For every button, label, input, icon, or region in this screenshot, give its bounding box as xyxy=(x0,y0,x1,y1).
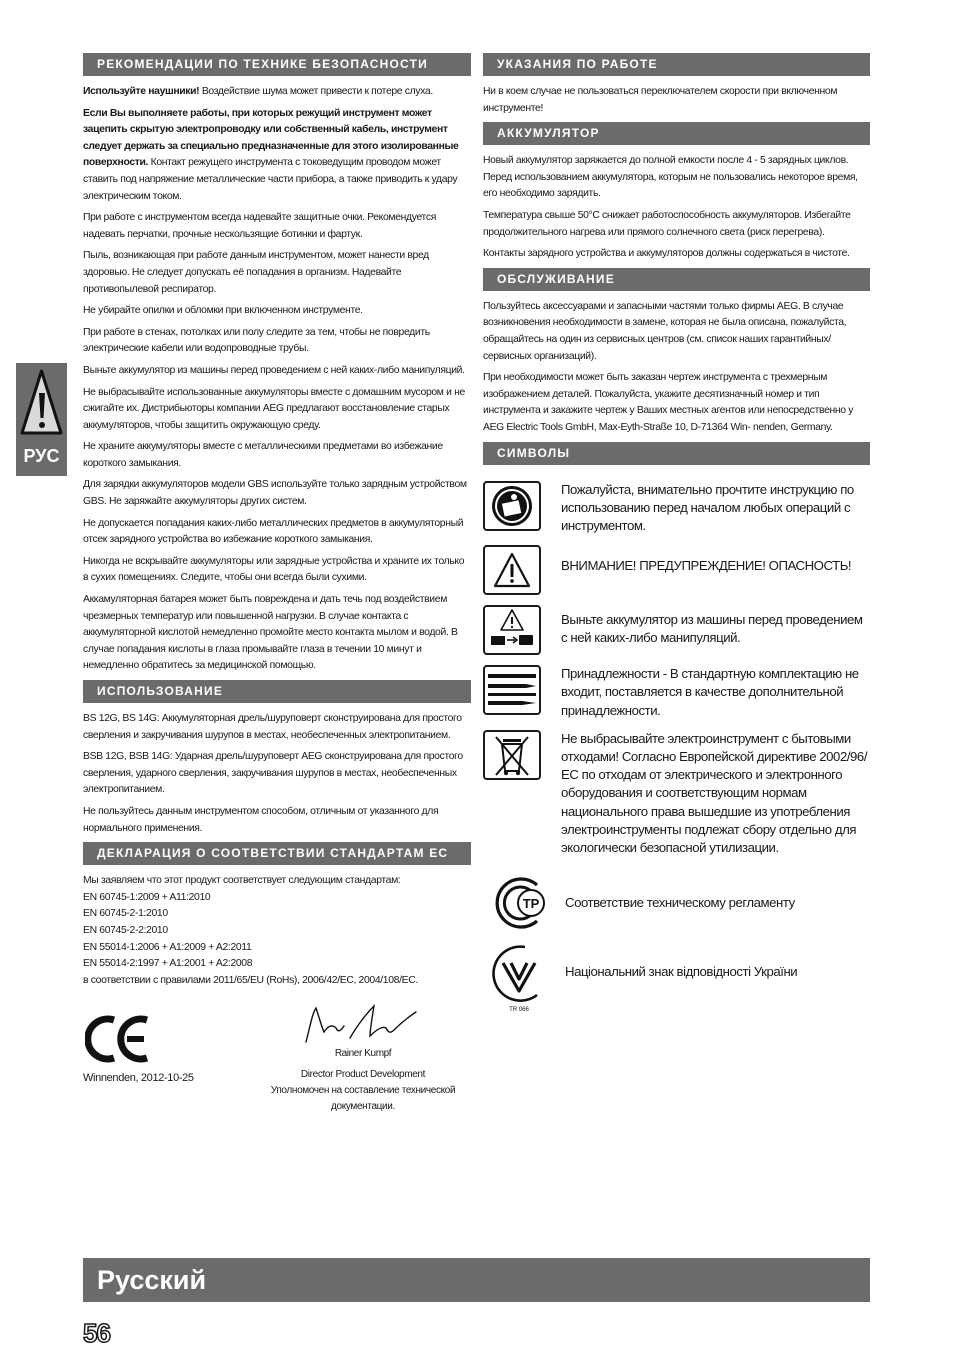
safety-paragraph: Не допускается попадания каких-либо металлических предметов в аккумуляторный отсек зарядного устройства во избежание короткого замыкания. xyxy=(83,517,464,546)
usage-section-header: ИСПОЛЬЗОВАНИЕ xyxy=(83,680,471,703)
symbol-remove-battery xyxy=(483,605,870,655)
safety-text: Воздействие шума может привести к потере слуха. xyxy=(199,86,433,97)
battery-paragraph: Контакты зарядного устройства и аккумуляторов должны содержаться в чистоте. xyxy=(483,248,850,260)
symbol-eac xyxy=(483,875,870,931)
right-column xyxy=(483,53,870,1013)
service-paragraph: Пользуйтесь аксессуарами и запасными частями только фирмы AEG. В случае возникновения необходимости в замене, которая не была описана, пожалуйста, обращайтесь на один из сервисных центров (см. список наших гарантийных/сервисных организаций). xyxy=(483,300,847,362)
safety-paragraph xyxy=(83,84,471,101)
place-date: Winnenden, 2012-10-25 xyxy=(83,1072,194,1085)
left-column xyxy=(83,53,471,1134)
standard-item: EN 60745-1:2009 + A11:2010 xyxy=(83,891,211,903)
safety-paragraph: При работе в стенах, потолках или полу следите за тем, чтобы не повредить электрические кабели или водопроводные трубы. xyxy=(83,326,430,355)
svg-text:ТР: ТР xyxy=(522,896,540,912)
symbol-ukraine xyxy=(483,941,870,1013)
battery-paragraph: Новый аккумулятор заряжается до полной емкости после 4 - 5 зарядных циклов. Перед использованием аккумулятора, которым не пользовались некоторое время, его необходимо зарядить. xyxy=(483,155,858,200)
safety-paragraph: Не храните аккумуляторы вместе с металлическими предметами во избежание короткого замыкания. xyxy=(83,441,443,469)
symbol-description: Національний знак відповідності України xyxy=(565,964,798,980)
safety-section-header: РЕКОМЕНДАЦИИ ПО ТЕХНИКЕ БЕЗОПАСНОСТИ xyxy=(83,53,471,76)
service-section-header: ОБСЛУЖИВАНИЕ xyxy=(483,268,870,291)
symbol-description: Принадлежности - В стандартную комплектацию не входит, поставляется в качестве дополнительной принадлежности. xyxy=(561,666,859,718)
eac-certification-icon xyxy=(487,875,549,931)
read-manual-icon xyxy=(483,481,541,531)
accessory-drill-bits-icon xyxy=(483,665,541,715)
safety-paragraph: Не выбрасывайте использованные аккумуляторы вместе с домашним мусором и не сжигайте их. Дистрибьюторы компании AEG предлагают восстановление старых аккумуляторов, чтобы защитить окружающую среду. xyxy=(83,386,465,431)
symbols-section-header: СИМВОЛЫ xyxy=(483,442,870,465)
symbol-description: Пожалуйста, внимательно прочтите инструкцию по использованию перед началом любых операций с инструментом. xyxy=(561,481,854,533)
usage-paragraph: BSB 12G, BSB 14G: Ударная дрель/шуруповерт AEG сконструирована для простого сверления, ударного сверления, закручивания шурупов в местах, необеспеченных электропитанием. xyxy=(83,751,463,796)
handwritten-signature xyxy=(298,1002,428,1046)
ua-code: TR 066 xyxy=(509,1007,529,1014)
ukraine-conformity-icon xyxy=(489,941,549,1013)
standard-item: EN 55014-1:2006 + A1:2009 + A2:2011 xyxy=(83,941,252,953)
safety-paragraph xyxy=(83,106,471,206)
signer-name: Rainer Kumpf xyxy=(334,1048,392,1060)
work-section-header: УКАЗАНИЯ ПО РАБОТЕ xyxy=(483,53,870,76)
safety-paragraph: Никогда не вскрывайте аккумуляторы или зарядные устройства и храните их только в сухих помещениях. Следите, чтобы они всегда были сухими. xyxy=(83,555,465,584)
work-paragraph: Ни в коем случае не пользоваться переключателем скорости при включенном инструменте! xyxy=(483,86,838,114)
declaration-section-header: ДЕКЛАРАЦИЯ О СООТВЕТСТВИИ СТАНДАРТАМ ЕС xyxy=(83,842,471,865)
service-paragraph: При необходимости может быть заказан чертеж инструмента с трехмерным изображением деталей. Пожалуйста, укажите десятизначный номер и тип инструмента и закажите чертеж у Ваших местных агентов или непосредственно у AEG Electric Tools GmbH, Max-Eyth-Straße 10, D-71364 Win- nenden, Germany. xyxy=(483,372,854,433)
safety-paragraph: Для зарядки аккумуляторов модели GBS используйте только зарядным устройством GBS. Не заряжайте аккумуляторы других систем. xyxy=(83,479,467,508)
symbol-description: Не выбрасывайте электроинструмент с бытовыми отходами! Согласно Европейской директиве 2002/96/ЕС по отходам от электрического и электронного оборудования и соответствующим нормам национального права вышедшие из употребления электроинструменты подлежат сбору отдельно для экологически безопасной утилизации. xyxy=(561,730,868,855)
weee-bin-icon xyxy=(483,730,541,780)
safety-paragraph: Пыль, возникающая при работе данным инструментом, может нанести вред здоровью. Не следует допускать её попадания в организм. Надевайте противопылевой респиратор. xyxy=(83,250,429,295)
footer-language-bar: Русский xyxy=(83,1258,870,1302)
signer-info xyxy=(263,1046,463,1114)
standard-item: EN 60745-2-2:2010 xyxy=(83,924,168,936)
directives-text: в соответствии с правилами 2011/65/EU (RoHs), 2006/42/EC, 2004/108/EC. xyxy=(83,974,418,986)
remove-battery-icon xyxy=(483,605,541,655)
safety-text: Контакт режущего инструмента с токоведущим проводом может ставить под напряжение металлические части прибора, а также приводить к удару электрическим током. xyxy=(83,157,458,202)
standard-item: EN 55014-2:1997 + A1:2001 + A2:2008 xyxy=(83,958,253,970)
symbol-weee xyxy=(483,730,870,857)
safety-emphasis: Если Вы выполняете работы, при которых режущий инструмент может зацепить скрытую электропроводку или собственный кабель, инструмент следует держать за специально предназначенные для этого изолированные поверхности. xyxy=(83,107,459,169)
warning-icon xyxy=(483,545,541,595)
battery-section-header: АККУМУЛЯТОР xyxy=(483,122,870,145)
signer-title: Director Product Development xyxy=(300,1068,426,1080)
signer-role: Уполномочен на составление технической xyxy=(270,1084,456,1096)
symbol-read-manual xyxy=(483,481,870,536)
safety-paragraph: При работе с инструментом всегда надевайте защитные очки. Рекомендуется надевать перчатки, прочные нескользящие ботинки и фартук. xyxy=(83,212,436,240)
usage-paragraph: Не пользуйтесь данным инструментом способом, отличным от указанного для нормального применения. xyxy=(83,805,439,834)
usage-paragraph: BS 12G, BS 14G: Аккумуляторная дрель/шуруповерт сконструирована для простого сверления и закручивания шурупов в местах, необеспеченных электропитанием. xyxy=(83,713,462,741)
signature-block xyxy=(83,994,471,1134)
symbol-description: ВНИМАНИЕ! ПРЕДУПРЕЖДЕНИЕ! ОПАСНОСТЬ! xyxy=(561,558,852,574)
safety-paragraph: Не убирайте опилки и обломки при включенном инструменте. xyxy=(83,305,363,317)
safety-paragraph: Выньте аккумулятор из машины перед проведением с ней каких-либо манипуляций. xyxy=(83,364,465,376)
warning-triangle-icon xyxy=(18,363,65,441)
ce-mark-icon xyxy=(85,1014,151,1064)
language-side-tab xyxy=(16,363,67,476)
signer-role: документации. xyxy=(331,1100,395,1112)
declaration-intro: Мы заявляем что этот продукт соответствует следующим стандартам: xyxy=(83,875,401,887)
safety-emphasis: Используйте наушники! xyxy=(83,86,200,97)
page-number: 56 xyxy=(83,1318,110,1348)
standard-item: EN 60745-2-1:2010 xyxy=(83,908,168,920)
symbol-accessories xyxy=(483,665,870,720)
symbol-warning xyxy=(483,545,870,595)
symbol-description: Соответствие техническому регламенту xyxy=(565,895,795,911)
safety-paragraph: Аккамуляторная батарея может быть повреждена и дать течь под воздействием чрезмерных температур или повышенной нагрузки. В случае контакта с аккумуляторной кислотой немедленно промойте место контакта мылом и водой. В случае попадания кислоты в глаза промывайте глаза в течении 10 минут и немедленно обратитесь за медицинской помощью. xyxy=(83,594,458,672)
language-code: РУС xyxy=(23,446,60,466)
symbol-description: Выньте аккумулятор из машины перед проведением с ней каких-либо манипуляций. xyxy=(561,612,863,646)
battery-paragraph: Температура свыше 50°C снижает работоспособность аккумуляторов. Избегайте продолжительного нагрева или прямого солнечного света (риск перегрева). xyxy=(483,209,851,238)
